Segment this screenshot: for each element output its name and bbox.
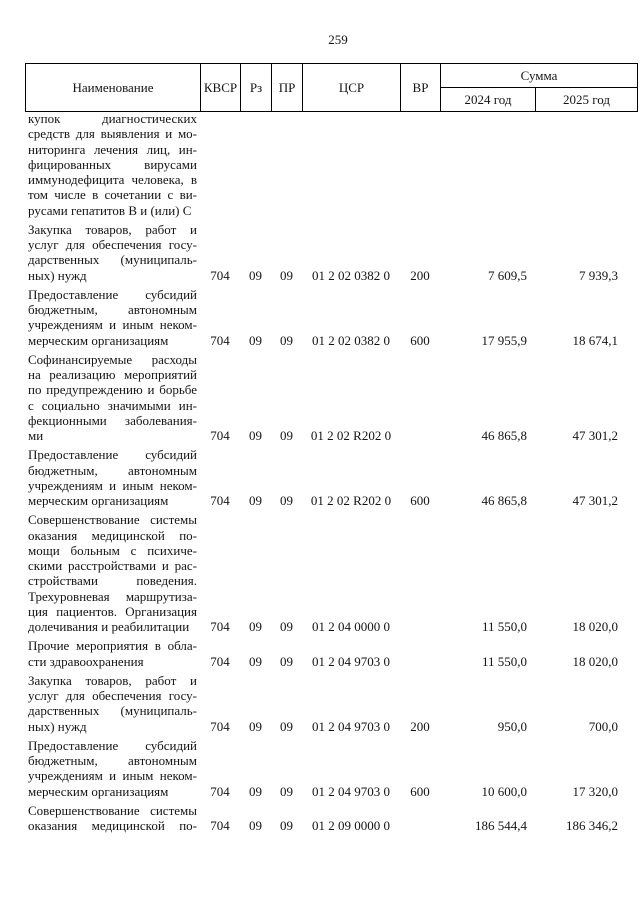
row-vr-cell: 600 xyxy=(410,332,430,348)
row-sum-2024-cell: 950,0 xyxy=(497,718,527,734)
row-sum-2024-cell: 186 544,4 xyxy=(475,818,527,833)
row-pr-cell: 09 xyxy=(280,653,293,669)
row-pr-cell: 09 xyxy=(280,818,293,833)
row-name-line: мерческим организациям xyxy=(28,493,169,508)
row-vr-cell xyxy=(400,654,440,669)
header-sum: Сумма xyxy=(441,64,638,88)
row-name-line: стройствами поведения. xyxy=(28,573,197,589)
header-pr: ПР xyxy=(272,64,303,112)
row-name-line: Прочие мероприятия в обла- xyxy=(28,638,197,654)
row-sum-2024-cell: 46 865,8 xyxy=(481,493,527,508)
row-name-line: услуг для обеспечения госу- xyxy=(28,688,197,703)
row-name-line: мерческим организациям xyxy=(28,332,169,348)
row-name-line: фицированных вирусами xyxy=(28,156,197,172)
row-sum-2024-cell: 11 550,0 xyxy=(481,619,527,634)
table-header xyxy=(25,63,638,112)
row-name-line: ниторинга лечения лиц, ин- xyxy=(28,141,197,157)
row-name-line: Совершенствование системы xyxy=(28,802,197,818)
row-name-cell xyxy=(25,447,200,508)
header-csr: ЦСР xyxy=(303,64,401,112)
row-name-line: оказания медицинской по- xyxy=(28,527,197,543)
table-row xyxy=(25,512,637,634)
table-row xyxy=(25,352,637,444)
table-body xyxy=(25,111,637,833)
row-rz-cell xyxy=(240,203,271,218)
row-csr-cell: 01 2 04 0000 0 xyxy=(312,619,390,634)
row-name-line: по предупреждению и борьбе xyxy=(28,382,197,398)
row-name-line: бюджетным, автономным xyxy=(28,753,197,768)
row-sum-2025-cell: 700,0 xyxy=(588,718,618,734)
header-name: Наименование xyxy=(26,64,201,112)
row-name-cell xyxy=(25,512,200,634)
row-name-cell xyxy=(25,738,200,799)
row-sum-2025-cell: 186 346,2 xyxy=(566,818,618,833)
row-sum-2025-cell: 7 939,3 xyxy=(579,267,618,283)
header-rz: Рз xyxy=(241,64,272,112)
row-csr-cell: 01 2 04 9703 0 xyxy=(312,718,390,734)
row-name-line: русами гепатитов В и (или) С xyxy=(28,202,192,218)
row-pr-cell: 09 xyxy=(280,493,293,508)
row-sum-2025-cell: 47 301,2 xyxy=(572,428,618,443)
row-sum-2025-cell: 17 320,0 xyxy=(572,783,618,799)
header-vr: ВР xyxy=(401,64,441,112)
row-name-cell xyxy=(25,638,200,669)
table-row xyxy=(25,803,637,834)
row-name-cell xyxy=(25,287,200,348)
row-pr-cell: 09 xyxy=(280,332,293,348)
row-name-line: учреждениям и иным неком- xyxy=(28,477,197,493)
row-name-line: Предоставление субсидий xyxy=(28,286,197,302)
row-name-line: оказания медицинской по- xyxy=(28,818,197,833)
row-name-line: ных) нужд xyxy=(28,718,87,734)
row-rz-cell: 09 xyxy=(249,332,262,348)
row-sum-2025-cell: 18 020,0 xyxy=(572,619,618,634)
row-name-line: на реализацию мероприятий xyxy=(28,367,197,382)
row-vr-cell xyxy=(400,818,440,833)
row-csr-cell: 01 2 04 9703 0 xyxy=(312,653,390,669)
row-rz-cell: 09 xyxy=(249,818,262,833)
row-sum-2024-cell: 10 600,0 xyxy=(481,783,527,799)
table-row xyxy=(25,447,637,508)
row-pr-cell xyxy=(271,203,302,218)
row-csr-cell: 01 2 02 0382 0 xyxy=(312,267,390,283)
row-name-line: Софинансируемые расходы xyxy=(28,351,197,367)
header-year-2024: 2024 год xyxy=(441,88,536,112)
table-row xyxy=(25,111,637,218)
row-sum-2025-cell: 18 020,0 xyxy=(572,653,618,669)
row-kvsr-cell: 704 xyxy=(210,653,230,669)
row-name-line: долечивания и реабилитации xyxy=(28,619,190,634)
row-rz-cell: 09 xyxy=(249,619,262,634)
row-csr-cell: 01 2 04 9703 0 xyxy=(312,783,390,799)
row-name-line: скими расстройствами и рас- xyxy=(28,558,197,573)
row-kvsr-cell: 704 xyxy=(210,267,230,283)
row-vr-cell: 600 xyxy=(410,783,430,799)
row-name-line: Трехуровневая маршрутиза- xyxy=(28,588,197,604)
row-sum-2024-cell: 7 609,5 xyxy=(488,267,527,283)
row-kvsr-cell: 704 xyxy=(210,332,230,348)
row-pr-cell: 09 xyxy=(280,428,293,443)
row-name-line: иммунодефицита человека, в xyxy=(28,172,197,187)
row-name-line: мощи больным с психиче- xyxy=(28,542,197,558)
row-rz-cell: 09 xyxy=(249,653,262,669)
row-rz-cell: 09 xyxy=(249,428,262,443)
table-row xyxy=(25,673,637,734)
row-csr-cell: 01 2 02 R202 0 xyxy=(310,428,392,443)
row-sum-2024-cell: 17 955,9 xyxy=(481,332,527,348)
row-name-line: мерческим организациям xyxy=(28,783,169,799)
row-name-line: учреждениям и иным неком- xyxy=(28,768,197,784)
row-vr-cell: 200 xyxy=(410,718,430,734)
row-csr-cell: 01 2 02 0382 0 xyxy=(312,332,390,348)
header-kvsr: КВСР xyxy=(201,64,241,112)
row-vr-cell xyxy=(400,428,440,443)
row-kvsr-cell: 704 xyxy=(210,493,230,508)
row-vr-cell xyxy=(400,203,440,218)
row-name-line: с социально значимыми ин- xyxy=(28,397,197,413)
row-kvsr-cell: 704 xyxy=(210,783,230,799)
row-sum-2025-cell xyxy=(535,203,637,218)
row-sum-2024-cell: 11 550,0 xyxy=(481,653,527,669)
header-year-2025: 2025 год xyxy=(536,88,638,112)
row-pr-cell: 09 xyxy=(280,267,293,283)
row-pr-cell: 09 xyxy=(280,619,293,634)
row-name-line: ных) нужд xyxy=(28,267,87,283)
row-sum-2025-cell: 47 301,2 xyxy=(572,493,618,508)
row-pr-cell: 09 xyxy=(280,718,293,734)
row-rz-cell: 09 xyxy=(249,493,262,508)
row-name-cell xyxy=(25,352,200,444)
row-name-line: дарственных (муниципаль- xyxy=(28,703,197,719)
row-sum-2024-cell: 46 865,8 xyxy=(481,428,527,443)
row-kvsr-cell: 704 xyxy=(210,718,230,734)
row-name-line: дарственных (муниципаль- xyxy=(28,252,197,268)
row-kvsr-cell: 704 xyxy=(210,619,230,634)
row-name-line: Предоставление субсидий xyxy=(28,447,197,463)
row-name-line: фекционными заболевания- xyxy=(28,412,197,428)
row-name-line: средств для выявления и мо- xyxy=(28,126,197,142)
row-pr-cell: 09 xyxy=(280,783,293,799)
row-vr-cell: 600 xyxy=(410,493,430,508)
row-sum-2025-cell: 18 674,1 xyxy=(572,332,618,348)
row-name-line: Закупка товаров, работ и xyxy=(28,221,197,237)
table-row xyxy=(25,638,637,669)
row-kvsr-cell xyxy=(200,203,240,218)
header-row-top xyxy=(26,64,638,88)
row-sum-2024-cell xyxy=(440,203,535,218)
row-name-line: сти здравоохранения xyxy=(28,653,144,669)
row-name-cell xyxy=(25,111,200,218)
row-name-line: том числе в сочетании с ви- xyxy=(28,187,197,203)
table-row xyxy=(25,738,637,799)
row-name-line: купок диагностических xyxy=(28,111,197,126)
row-name-line: услуг для обеспечения госу- xyxy=(28,237,197,252)
row-csr-cell xyxy=(302,203,400,218)
row-csr-cell: 01 2 09 0000 0 xyxy=(312,818,390,833)
table-row xyxy=(25,222,637,283)
row-name-line: бюджетным, автономным xyxy=(28,302,197,317)
row-name-line: ми xyxy=(28,428,44,443)
row-vr-cell: 200 xyxy=(410,267,430,283)
row-name-line: ция пациентов. Организация xyxy=(28,603,197,619)
row-rz-cell: 09 xyxy=(249,267,262,283)
row-kvsr-cell: 704 xyxy=(210,428,230,443)
row-name-line: бюджетным, автономным xyxy=(28,462,197,478)
row-name-line: Совершенствование системы xyxy=(28,512,197,528)
row-name-cell xyxy=(25,673,200,734)
table-row xyxy=(25,287,637,348)
row-rz-cell: 09 xyxy=(249,783,262,799)
page-number: 259 xyxy=(328,32,348,47)
row-vr-cell xyxy=(400,619,440,634)
row-name-cell xyxy=(25,222,200,283)
row-kvsr-cell: 704 xyxy=(210,818,230,833)
row-name-line: Предоставление субсидий xyxy=(28,737,197,753)
row-name-line: учреждениям и иным неком- xyxy=(28,317,197,333)
row-name-line: Закупка товаров, работ и xyxy=(28,672,197,688)
row-name-cell xyxy=(25,803,200,834)
row-rz-cell: 09 xyxy=(249,718,262,734)
row-csr-cell: 01 2 02 R202 0 xyxy=(310,493,392,508)
